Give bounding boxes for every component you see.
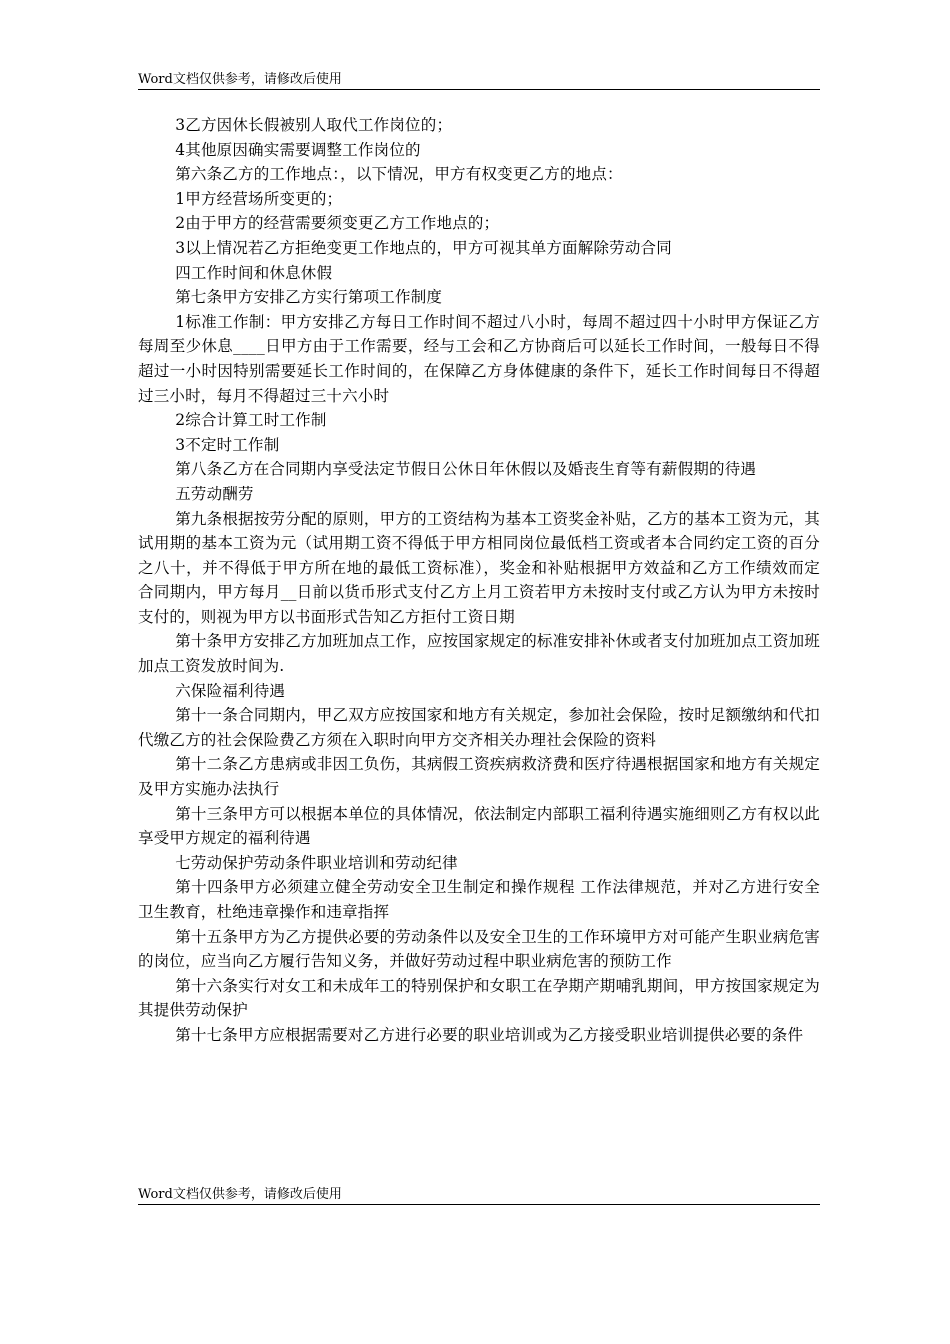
paragraph: 第十条甲方安排乙方加班加点工作，应按国家规定的标准安排补休或者支付加班加点工资加班加点工资发放时间为.: [138, 632, 820, 676]
paragraph: 第八条乙方在合同期内享受法定节假日公休日年休假以及婚丧生育等有薪假期的待遇: [175, 460, 757, 479]
paragraph: 3乙方因休长假被别人取代工作岗位的；: [175, 116, 453, 134]
paragraph: 第十三条甲方可以根据本单位的具体情况，依法制定内部职工福利待遇实施细则乙方有权以此享受甲方规定的福利待遇: [138, 804, 820, 848]
paragraph: 第十二条乙方患病或非因工负伤，其病假工资疾病救济费和医疗待遇根据国家和地方有关规定及甲方实施办法执行: [138, 755, 820, 799]
paragraph: 第六条乙方的工作地点：，以下情况，甲方有权变更乙方的地点：: [175, 165, 623, 184]
page-footer: [138, 1187, 820, 1205]
paragraph: 第十五条甲方为乙方提供必要的劳动条件以及安全卫生的工作环境甲方对可能产生职业病危害的岗位，应当向乙方履行告知义务，并做好劳动过程中职业病危害的预防工作: [138, 927, 820, 971]
document-body: [138, 113, 820, 1048]
paragraph: 3不定时工作制: [175, 435, 280, 454]
paragraph: 3以上情况若乙方拒绝变更工作地点的，甲方可视其单方面解除劳动合同: [175, 238, 672, 257]
section-heading: 六保险福利待遇: [175, 681, 286, 700]
paragraph: 第九条根据按劳分配的原则，甲方的工资结构为基本工资奖金补贴，乙方的基本工资为元，其试用期的基本工资为元（试用期工资不得低于甲方相同岗位最低档工资或者本合同约定工资的百分之八十，并不得低于甲方所在地的最低工资标准），奖金和补贴根据甲方效益和乙方工作绩效而定 合同期内，甲方每月__日前以货币形式支付乙方上月工资若甲方未按时支付或乙方认为甲方未按时支付的，则视为甲方以书面形式告知乙方拒付工资日期: [138, 509, 820, 626]
paragraph: 第十七条甲方应根据需要对乙方进行必要的职业培训或为乙方接受职业培训提供必要的条件: [175, 1025, 804, 1044]
paragraph: 2综合计算工时工作制: [175, 411, 327, 430]
section-heading: 五劳动酬劳: [175, 484, 254, 503]
paragraph: 2由于甲方的经营需要须变更乙方工作地点的；: [175, 214, 500, 233]
paragraph: 4其他原因确实需要调整工作岗位的: [175, 140, 421, 159]
paragraph: 1标准工作制：甲方安排乙方每日工作时间不超过八小时，每周不超过四十小时甲方保证乙方每周至少休息____日甲方由于工作需要，经与工会和乙方协商后可以延长工作时间，一般每日不得超过一小时因特别需要延长工作时间的，在保障乙方身体健康的条件下，延长工作时间每日不得超过三小时，每月不得超过三十六小时: [138, 312, 820, 405]
paragraph: 第十四条甲方必须建立健全劳动安全卫生制定和操作规程 工作法律规范，并对乙方进行安全卫生教育，杜绝违章操作和违章指挥: [138, 878, 820, 921]
paragraph: 第十六条实行对女工和未成年工的特别保护和女职工在孕期产期哺乳期间，甲方按国家规定为其提供劳动保护: [138, 976, 820, 1020]
paragraph: 第十一条合同期内，甲乙双方应按国家和地方有关规定，参加社会保险，按时足额缴纳和代扣代缴乙方的社会保险费乙方须在入职时向甲方交齐相关办理社会保险的资料: [138, 706, 820, 749]
section-heading: 七劳动保护劳动条件职业培训和劳动纪律: [175, 853, 458, 872]
header-text: Word文档仅供参考，请修改后使用: [138, 72, 342, 87]
paragraph: 1甲方经营场所变更的；: [175, 189, 343, 208]
page-header: [138, 72, 820, 90]
paragraph: 第七条甲方安排乙方实行第项工作制度: [175, 288, 443, 307]
section-heading: 四工作时间和休息休假: [175, 263, 333, 282]
footer-text: Word文档仅供参考，请修改后使用: [138, 1187, 342, 1202]
